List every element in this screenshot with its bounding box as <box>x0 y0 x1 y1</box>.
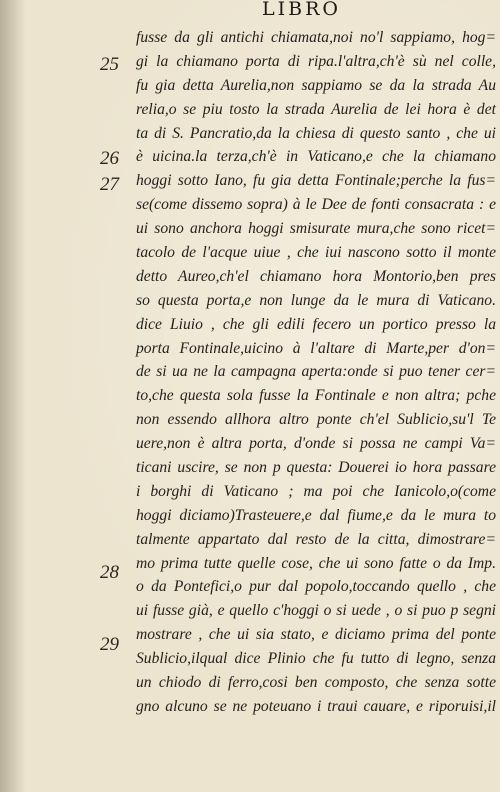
text-line: porta Fontinale,uicino à l'altare di Marte,per d'on= <box>136 339 496 357</box>
text-line: mo prima tutte quelle cose, che ui sono fatte o da Imp. <box>136 554 496 572</box>
margin-number: 25 <box>100 54 119 75</box>
body-text <box>136 26 496 719</box>
text-line: hoggi diciamo)Trasteuere,e dal fiume,e da le mura to <box>136 506 496 524</box>
text-line: fusse da gli antichi chiamata,noi no'l sappiamo, hog= <box>136 29 496 46</box>
text-line: relia,o se piu tosto la strada Aurelia de lei hora è det <box>136 100 496 118</box>
text-line: fu gia detta Aurelia,non sappiamo se da la strada Au <box>136 76 496 94</box>
margin-number: 27 <box>100 174 119 195</box>
text-line: ticani uscire, se non p questa: Douerei io hora passare <box>136 459 496 477</box>
text-line: mostrare , che ui sia stato, e diciamo prima del ponte <box>136 626 496 644</box>
page-header <box>0 0 500 22</box>
text-line: de si ua ne la campagna aperta:onde si puo tener cer= <box>136 363 496 381</box>
margin-number: 26 <box>100 148 119 169</box>
text-line: i borghi di Vaticano ; ma poi che Ianicolo,o(come <box>136 482 496 500</box>
text-line: talmente appartato dal resto de la citta, dimostrare= <box>136 530 496 548</box>
text-line: Sublicio,ilqual dice Plinio che fu tutto di legno, senza <box>136 650 496 668</box>
text-line: non essendo allhora altro ponte ch'el Sublicio,su'l Te <box>136 411 496 429</box>
text-line: ta di S. Pancratio,da la chiesa di questo santo , che ui <box>136 124 496 142</box>
text-line: to,che questa sola fusse la Fontinale e non altra; pche <box>136 387 496 405</box>
text-line: ui sono anchora hoggi smisurate mura,che sono ricet= <box>136 220 496 238</box>
margin-number: 29 <box>100 634 119 655</box>
text-line: gno alcuno se ne poteuano i traui cauare, e riporuisi,il <box>136 697 496 715</box>
text-line: o da Pontefici,o pur dal popolo,toccando quello , che <box>136 578 496 596</box>
margin-number: 28 <box>100 562 119 583</box>
text-line: un chiodo di ferro,cosi ben composto, che senza sotte <box>136 674 496 692</box>
text-line: gi la chiamano porta di ripa.l'altra,ch'è sù nel colle, <box>136 52 496 70</box>
text-line: se(come dissemo sopra) à le Dee de fonti consacrata : e <box>136 196 496 214</box>
text-line: dice Liuio , che gli edili fecero un portico presso la <box>136 315 496 333</box>
page-gutter-shadow <box>0 0 26 792</box>
text-line: uere,non è altra porta, d'onde si possa ne campi Va= <box>136 435 496 453</box>
running-head: LIBRO <box>262 0 341 20</box>
text-line: detto Aureo,ch'el chiamano hora Montorio,ben pres <box>136 267 496 285</box>
text-line: hoggi sotto Iano, fu gia detta Fontinale;perche la fus= <box>136 172 496 190</box>
text-line: è uicina.la terza,ch'è in Vaticano,e che la chiamano <box>136 148 496 166</box>
text-line: tacolo de l'acque uiue , che iui nascono sotto il monte <box>136 244 496 262</box>
text-line: ui fusse già, e quello c'hoggi o si uede , o si puo p segni <box>136 602 496 620</box>
text-line: so questa porta,e non lunge da le mura di Vaticano. <box>136 291 496 309</box>
